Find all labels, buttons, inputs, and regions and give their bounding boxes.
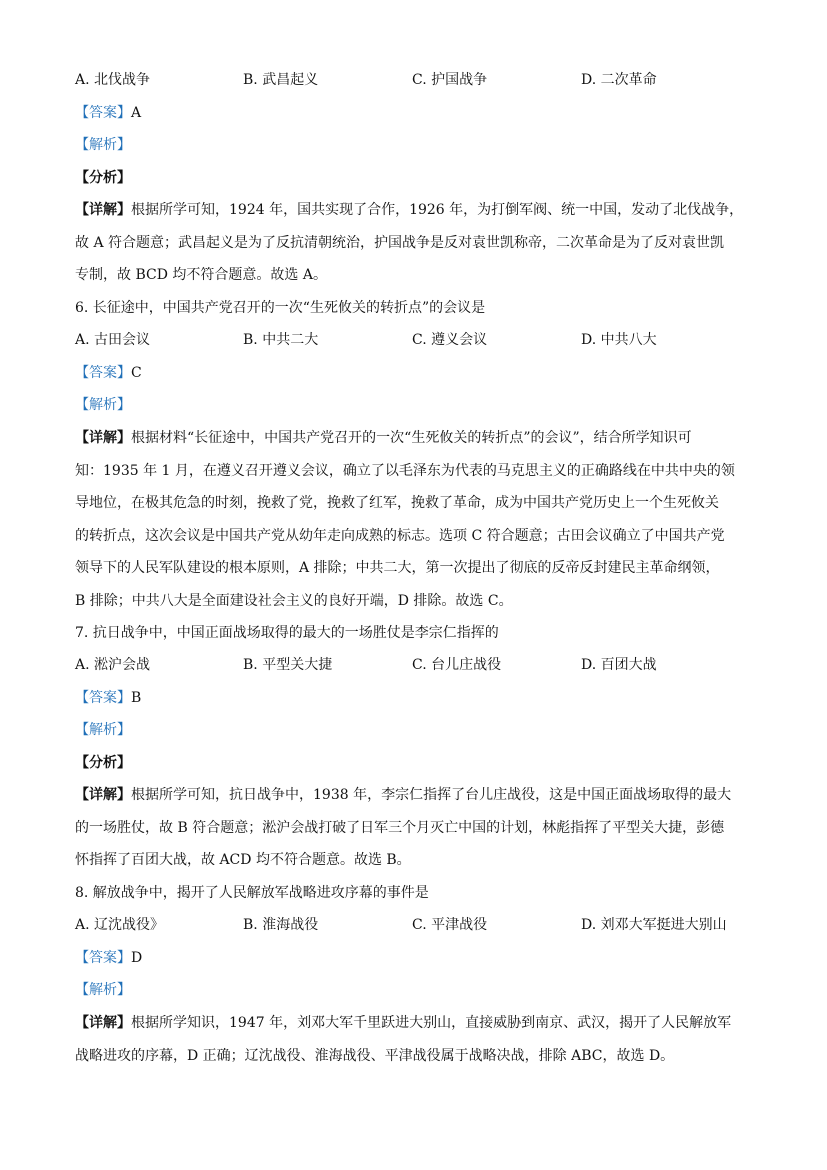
q8-option-c: C. 平津战役 bbox=[412, 917, 488, 933]
detail-line: 战略进攻的序幕，D 正确；辽沈战役、淮海战役、平津战役属于战略决战，排除 ABC，故选 D。 bbox=[75, 1047, 675, 1064]
q6-question: 6. 长征途中，中国共产党召开的一次“生死攸关的转折点”的会议是 bbox=[75, 300, 486, 316]
detail-line bbox=[75, 428, 755, 448]
detail-text: 根据所学可知，抗日战争中，1938 年，李宗仁指挥了台儿庄战役，这是中国正面战场取得的最大 bbox=[131, 787, 732, 803]
answer-value: B bbox=[131, 690, 142, 706]
answer-value: D bbox=[131, 950, 143, 966]
q8-analysis-tag: 【解析】 bbox=[75, 982, 131, 998]
detail-text: 根据所学知识，1947 年，刘邓大军千里跃进大别山，直接威胁到南京、武汉，揭开了人民解放军 bbox=[131, 1015, 732, 1031]
q8-option-d: D. 刘邓大军挺进大别山 bbox=[581, 917, 727, 933]
detail-tag: 【详解】 bbox=[75, 430, 131, 446]
q6-options bbox=[75, 330, 755, 350]
q5-option-a: A. 北伐战争 bbox=[75, 72, 151, 88]
answer-value: C bbox=[131, 365, 142, 381]
detail-line bbox=[75, 785, 755, 805]
q5-option-d: D. 二次革命 bbox=[581, 72, 657, 88]
q7-analysis-tag: 【解析】 bbox=[75, 722, 131, 738]
q6-option-a: A. 古田会议 bbox=[75, 332, 151, 348]
q6-answer bbox=[75, 363, 142, 383]
q7-options bbox=[75, 655, 755, 675]
q8-option-a: A. 辽沈战役》 bbox=[75, 917, 165, 933]
detail-text: 根据材料“长征途中，中国共产党召开的一次“生死攸关的转折点”的会议”，结合所学知识可 bbox=[131, 430, 692, 446]
q5-detail bbox=[75, 200, 755, 285]
answer-value: A bbox=[131, 105, 142, 121]
q6-option-d: D. 中共八大 bbox=[581, 332, 657, 348]
q7-option-b: B. 平型关大捷 bbox=[243, 657, 333, 673]
q5-option-b: B. 武昌起义 bbox=[243, 72, 319, 88]
q6-option-b: B. 中共二大 bbox=[243, 332, 319, 348]
q7-option-c: C. 台儿庄战役 bbox=[412, 657, 502, 673]
detail-line: 导地位，在极其危急的时刻，挽救了党，挽救了红军，挽救了革命，成为中国共产党历史上一个生死攸关 bbox=[75, 495, 719, 511]
q5-answer bbox=[75, 103, 141, 123]
detail-text: 根据所学可知，1924 年，国共实现了合作，1926 年，为打倒军阀、统一中国，发动了北伐战争， bbox=[131, 202, 744, 218]
detail-line: 知：1935 年 1 月，在遵义召开遵义会议，确立了以毛泽东为代表的马克思主义的正确路线在中共中央的领 bbox=[75, 462, 735, 479]
detail-line bbox=[75, 200, 755, 220]
q8-answer bbox=[75, 948, 142, 968]
detail-line: B 排除；中共八大是全面建设社会主义的良好开端，D 排除。故选 C。 bbox=[75, 592, 513, 609]
q5-options bbox=[75, 70, 755, 90]
answer-tag: 【答案】 bbox=[75, 950, 131, 966]
q7-answer bbox=[75, 688, 141, 708]
q5-analysis-tag: 【解析】 bbox=[75, 137, 131, 153]
q7-option-a: A. 淞沪会战 bbox=[75, 657, 151, 673]
answer-tag: 【答案】 bbox=[75, 105, 131, 121]
detail-line: 的一场胜仗，故 B 符合题意；淞沪会战打破了日军三个月灭亡中国的计划，林彪指挥了平型关大捷，彭德 bbox=[75, 819, 725, 836]
answer-tag: 【答案】 bbox=[75, 690, 131, 706]
q8-question: 8. 解放战争中，揭开了人民解放军战略进攻序幕的事件是 bbox=[75, 885, 429, 901]
q8-detail bbox=[75, 1013, 755, 1066]
q5-option-c: C. 护国战争 bbox=[412, 72, 488, 88]
detail-line: 的转折点，这次会议是中国共产党从幼年走向成熟的标志。选项 C 符合题意；古田会议确立了中国共产党 bbox=[75, 527, 725, 544]
q6-detail bbox=[75, 428, 755, 611]
detail-line: 专制，故 BCD 均不符合题意。故选 A。 bbox=[75, 267, 327, 283]
q7-question: 7. 抗日战争中，中国正面战场取得的最大的一场胜仗是李宗仁指挥的 bbox=[75, 625, 499, 641]
q8-option-b: B. 淮海战役 bbox=[243, 917, 319, 933]
q7-option-d: D. 百团大战 bbox=[581, 657, 657, 673]
q6-option-c: C. 遵义会议 bbox=[412, 332, 488, 348]
q5-fenxi-tag: 【分析】 bbox=[75, 170, 131, 186]
detail-tag: 【详解】 bbox=[75, 1015, 131, 1031]
answer-tag: 【答案】 bbox=[75, 365, 131, 381]
detail-tag: 【详解】 bbox=[75, 202, 131, 218]
q8-options bbox=[75, 915, 755, 935]
q7-detail bbox=[75, 785, 755, 870]
q7-fenxi-tag: 【分析】 bbox=[75, 755, 131, 771]
detail-line: 故 A 符合题意；武昌起义是为了反抗清朝统治，护国战争是反对袁世凯称帝，二次革命是为了反对袁世凯 bbox=[75, 234, 725, 251]
detail-line: 领导下的人民军队建设的根本原则，A 排除；中共二大，第一次提出了彻底的反帝反封建民主革命纲领， bbox=[75, 560, 720, 576]
detail-tag: 【详解】 bbox=[75, 787, 131, 803]
detail-line bbox=[75, 1013, 755, 1033]
q6-analysis-tag: 【解析】 bbox=[75, 397, 131, 413]
detail-line: 怀指挥了百团大战，故 ACD 均不符合题意。故选 B。 bbox=[75, 852, 411, 868]
